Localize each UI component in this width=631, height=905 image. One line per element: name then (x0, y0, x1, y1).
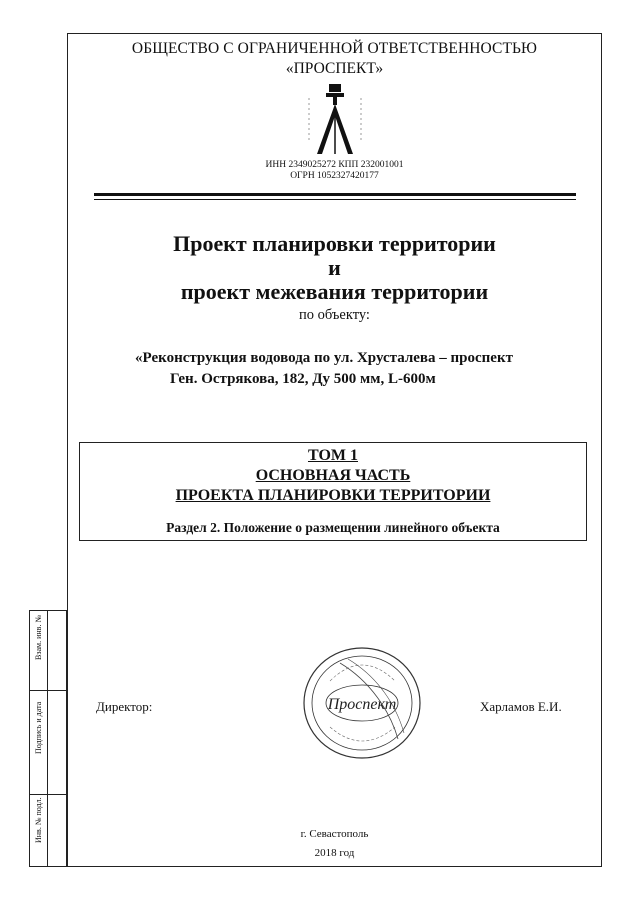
seal-center-text: Проспект (327, 696, 397, 713)
volume-section: Раздел 2. Положение о размещении линейного объекта (166, 520, 500, 535)
company-seal-icon (300, 641, 424, 761)
side-stamp-signature-date: Подпись и дата (34, 701, 43, 754)
signature-role: Директор: (96, 699, 153, 714)
org-ogrn: ОГРН 1052327420177 (290, 171, 379, 181)
doc-title-line4: по объекту: (299, 307, 370, 323)
volume-part: ОСНОВНАЯ ЧАСТЬ (255, 467, 411, 484)
org-name-line1: ОБЩЕСТВО С ОГРАНИЧЕННОЙ ОТВЕТСТВЕННОСТЬЮ (131, 40, 538, 57)
side-stamp-original-inv: Инв. № подл. (34, 797, 43, 843)
object-name-line1: «Реконструкция водовода по ул. Хрусталева – проспект (135, 350, 513, 366)
header-rule-thick (94, 193, 576, 196)
volume-number: ТОМ 1 (307, 447, 358, 464)
doc-title-line3: проект межевания территории (180, 279, 489, 304)
side-stamp-rule-2 (30, 794, 66, 795)
signature-name: Харламов Е.И. (480, 699, 562, 714)
footer-year: 2018 год (314, 847, 355, 859)
tripod-logo-icon (305, 80, 365, 158)
side-stamp-replacement-inv: Взам. инв. № (34, 614, 43, 660)
volume-box (79, 442, 587, 541)
object-name-line2: Ген. Острякова, 182, Ду 500 мм, L-600м (170, 371, 436, 387)
side-stamp (29, 610, 67, 867)
footer-city: г. Севастополь (300, 828, 369, 840)
org-name-line2: «ПРОСПЕКТ» (285, 60, 384, 77)
org-inn-kpp: ИНН 2349025272 КПП 232001001 (265, 160, 404, 170)
header-rule-thin (94, 199, 576, 200)
doc-title-line1: Проект планировки территории (173, 231, 496, 256)
side-stamp-rule-1 (30, 690, 66, 691)
doc-title-line2: и (328, 255, 341, 280)
side-stamp-divider (47, 611, 48, 866)
volume-subject: ПРОЕКТА ПЛАНИРОВКИ ТЕРРИТОРИИ (175, 487, 491, 504)
